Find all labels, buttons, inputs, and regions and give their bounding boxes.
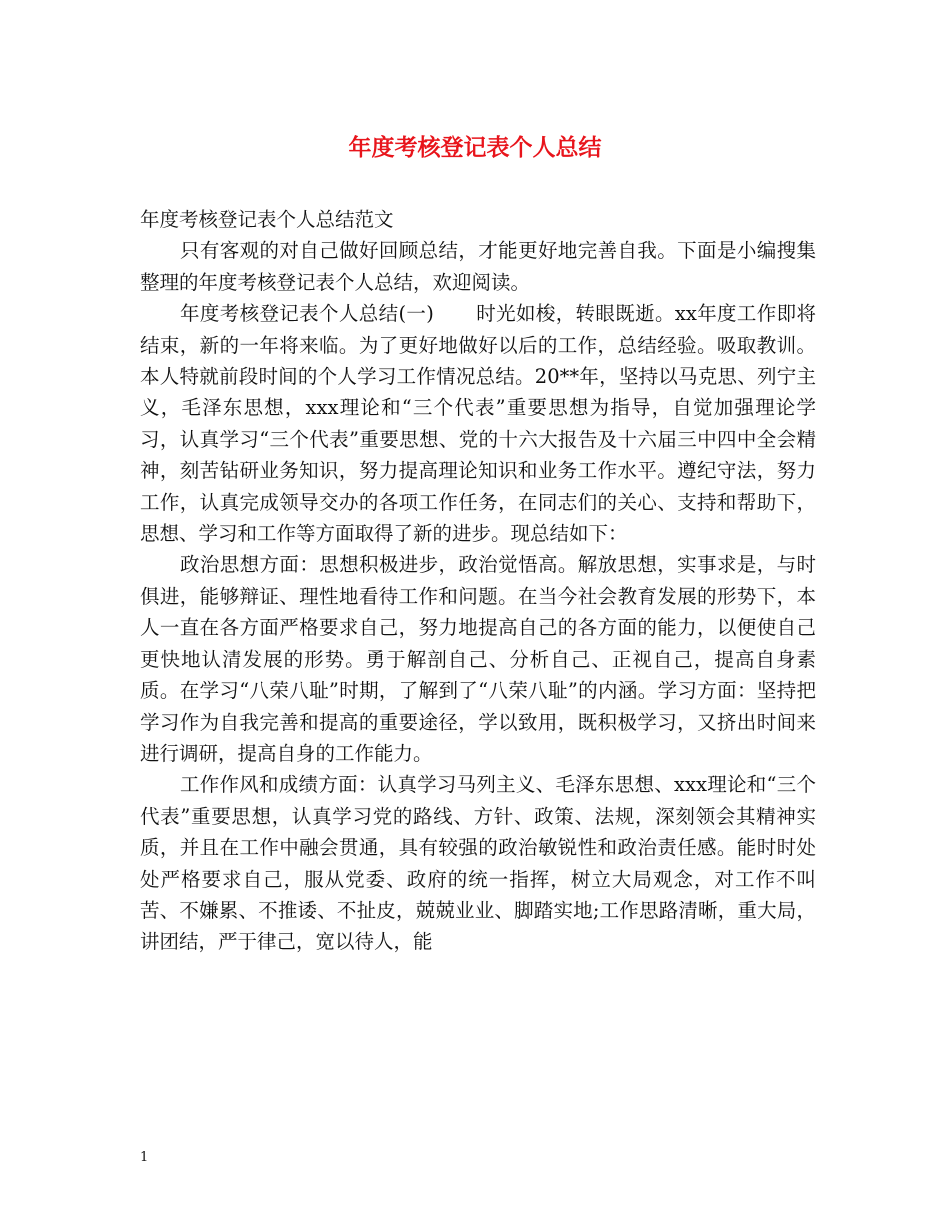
document-body [140, 204, 816, 958]
section-one-paragraph [140, 298, 816, 549]
page-title: 年度考核登记表个人总结 [348, 135, 602, 161]
political-paragraph: 政治思想方面：思想积极进步，政治觉悟高。解放思想，实事求是，与时俱进，能够辩证、理性地看待工作和问题。在当今社会教育发展的形势下，本人一直在各方面严格要求自己，努力地提高自己的各方面的能力，以便使自己更快地认清发展的形势。勇于解剖自己、分析自己、正视自己，提高自身素质。在学习“八荣八耻”时期，了解到了“八荣八耻”的内涵。学习方面：坚持把学习作为自我完善和提高的重要途径，学以致用，既积极学习，又挤出时间来进行调研，提高自身的工作能力。 [140, 553, 816, 765]
document-subtitle: 年度考核登记表个人总结范文 [140, 208, 394, 231]
section-one-heading: 年度考核登记表个人总结(一) [180, 302, 434, 326]
work-paragraph: 工作作风和成绩方面：认真学习马列主义、毛泽东思想、xxx理论和“三个代表”重要思想，认真学习党的路线、方针、政策、法规，深刻领会其精神实质，并且在工作中融会贯通，具有较强的政治敏锐性和政治责任感。能时时处处严格要求自己，服从党委、政府的统一指挥，树立大局观念，对工作不叫苦、不嫌累、不推诿、不扯皮，兢兢业业、脚踏实地;工作思路清晰，重大局，讲团结，严于律己，宽以待人，能 [140, 773, 816, 954]
section-one-text: 时光如梭，转眼既逝。xx年度工作即将结束，新的一年将来临。为了更好地做好以后的工作，总结经验。吸取教训。本人特就前段时间的个人学习工作情况总结。20**年，坚持以马克思、列宁主义，毛泽东思想，xxx理论和“三个代表”重要思想为指导，自觉加强理论学习，认真学习“三个代表”重要思想、党的十六大报告及十六届三中四中全会精神，刻苦钻研业务知识，努力提高理论知识和业务工作水平。遵纪守法，努力工作，认真完成领导交办的各项工作任务，在同志们的关心、支持和帮助下，思想、学习和工作等方面取得了新的进步。现总结如下： [140, 302, 816, 546]
page-number: 1 [140, 1150, 149, 1165]
intro-paragraph: 只有客观的对自己做好回顾总结，才能更好地完善自我。下面是小编搜集整理的年度考核登记表个人总结，欢迎阅读。 [140, 239, 816, 294]
